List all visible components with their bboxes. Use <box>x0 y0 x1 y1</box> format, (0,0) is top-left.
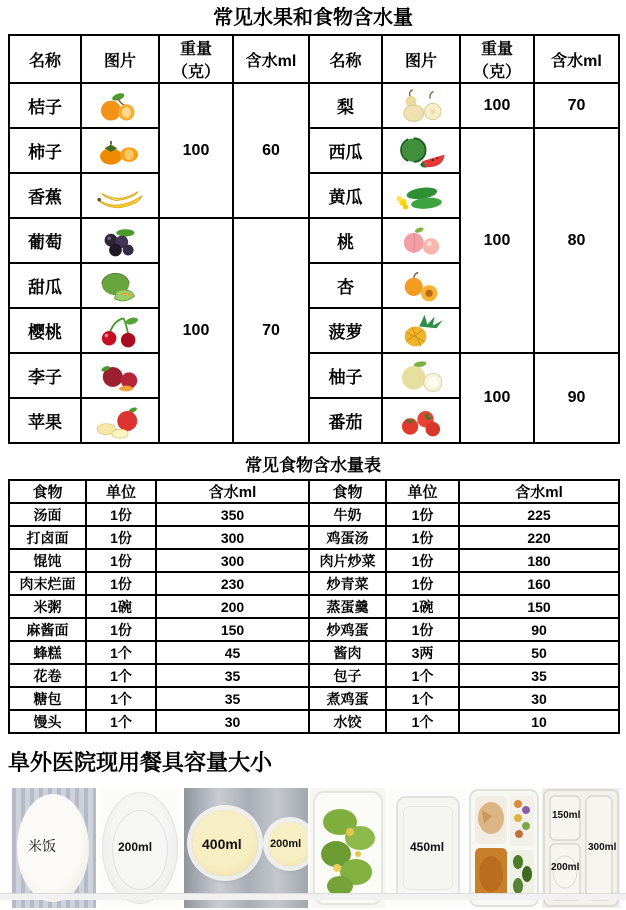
food-name: 炒鸡蛋 <box>309 618 386 641</box>
tray-200ml-label: 200ml <box>551 862 580 873</box>
fruit-name: 葡萄 <box>9 218 81 263</box>
box-450ml-photo <box>390 788 466 908</box>
tangerine-icon <box>83 87 157 125</box>
food-name: 鸡蛋汤 <box>309 526 386 549</box>
tray-300ml-label: 300ml <box>588 842 617 853</box>
food-unit: 1份 <box>86 503 156 526</box>
food-unit: 1份 <box>86 526 156 549</box>
fruit-name: 杏 <box>309 263 382 308</box>
col-header-picture: 图片 <box>382 35 460 83</box>
tableware-photo-strip <box>8 788 618 910</box>
food-name: 酱肉 <box>309 641 386 664</box>
food-unit: 1个 <box>386 710 459 733</box>
food-name: 包子 <box>309 664 386 687</box>
fruit-name: 梨 <box>309 83 382 128</box>
water-value: 80 <box>534 128 619 353</box>
bowl-400ml-label: 400ml <box>202 836 242 852</box>
food-water: 230 <box>156 572 309 595</box>
col-header-name: 名称 <box>9 35 81 83</box>
grape-icon <box>83 222 157 260</box>
vegetable-dish-photo <box>310 788 386 908</box>
horizontal-scrollbar[interactable] <box>0 893 626 900</box>
food-unit: 1个 <box>86 687 156 710</box>
col-header-weight: 重量（克） <box>460 35 534 83</box>
table-header-row <box>9 35 619 83</box>
tray-150ml-label: 150ml <box>552 810 581 821</box>
col-header-food: 食物 <box>309 480 386 503</box>
fruit-name: 樱桃 <box>9 308 81 353</box>
food-water: 160 <box>459 572 619 595</box>
food-name: 打卤面 <box>9 526 86 549</box>
col-header-food: 食物 <box>9 480 86 503</box>
fruit-name: 番茄 <box>309 398 382 443</box>
food-water: 150 <box>156 618 309 641</box>
food-name: 蒸蛋羹 <box>309 595 386 618</box>
banana-icon <box>83 177 157 215</box>
bowl-200ml-photo <box>100 788 180 908</box>
pineapple-icon <box>384 312 458 350</box>
fruit-name: 菠萝 <box>309 308 382 353</box>
food-water: 35 <box>156 664 309 687</box>
food-water: 35 <box>459 664 619 687</box>
weight-value: 100 <box>460 128 534 353</box>
tomato-icon <box>384 402 458 440</box>
food-unit: 1个 <box>86 641 156 664</box>
bowl-200ml-label: 200ml <box>270 838 302 850</box>
food-name: 蜂糕 <box>9 641 86 664</box>
fruit-name: 甜瓜 <box>9 263 81 308</box>
food-unit: 1份 <box>86 618 156 641</box>
food-water: 35 <box>156 687 309 710</box>
peach-icon <box>384 222 458 260</box>
fruit-name: 香蕉 <box>9 173 81 218</box>
food-water: 50 <box>459 641 619 664</box>
apricot-icon <box>384 267 458 305</box>
food-water: 200 <box>156 595 309 618</box>
food-water-table <box>8 479 620 734</box>
food-water: 30 <box>156 710 309 733</box>
food-name: 馄饨 <box>9 549 86 572</box>
food-unit: 1个 <box>386 664 459 687</box>
food-unit: 1份 <box>386 549 459 572</box>
food-unit: 1个 <box>86 710 156 733</box>
table-header-row <box>9 480 619 503</box>
col-header-unit: 单位 <box>386 480 459 503</box>
rice-bowl-photo <box>12 788 96 908</box>
table-row <box>9 503 619 526</box>
food-unit: 3两 <box>386 641 459 664</box>
food-water: 10 <box>459 710 619 733</box>
col-header-water: 含水ml <box>459 480 619 503</box>
col-header-unit: 单位 <box>86 480 156 503</box>
persimmon-icon <box>83 132 157 170</box>
food-name: 麻酱面 <box>9 618 86 641</box>
table-row <box>9 549 619 572</box>
fruit-name: 苹果 <box>9 398 81 443</box>
cucumber-icon <box>384 177 458 215</box>
col-header-water: 含水ml <box>233 35 309 83</box>
table-row <box>9 664 619 687</box>
table-row <box>9 641 619 664</box>
watermelon-icon <box>384 132 458 170</box>
table-row <box>9 526 619 549</box>
table-row <box>9 687 619 710</box>
weight-value: 100 <box>460 353 534 443</box>
food-water: 350 <box>156 503 309 526</box>
empty-tray-photo <box>542 788 620 908</box>
food-water: 150 <box>459 595 619 618</box>
weight-value: 100 <box>159 83 233 218</box>
tableware-section-title: 阜外医院现用餐具容量大小 <box>8 750 273 775</box>
food-unit: 1碗 <box>86 595 156 618</box>
food-water: 300 <box>156 549 309 572</box>
melon-icon <box>83 267 157 305</box>
food-name: 米粥 <box>9 595 86 618</box>
table-row <box>9 595 619 618</box>
weight-value: 100 <box>159 218 233 443</box>
food-water: 45 <box>156 641 309 664</box>
food-name: 馒头 <box>9 710 86 733</box>
food-unit: 1个 <box>386 687 459 710</box>
food-water: 180 <box>459 549 619 572</box>
table-row <box>9 572 619 595</box>
food-name: 水饺 <box>309 710 386 733</box>
food-name: 煮鸡蛋 <box>309 687 386 710</box>
col-header-weight: 重量（克） <box>159 35 233 83</box>
food-water: 225 <box>459 503 619 526</box>
rice-label: 米饭 <box>28 838 56 854</box>
food-unit: 1份 <box>386 572 459 595</box>
food-name: 汤面 <box>9 503 86 526</box>
water-value: 90 <box>534 353 619 443</box>
col-header-water: 含水ml <box>534 35 619 83</box>
fruit-name: 李子 <box>9 353 81 398</box>
bowl-200ml-label: 200ml <box>118 840 153 854</box>
col-header-name: 名称 <box>309 35 382 83</box>
table-row <box>9 128 619 173</box>
water-value: 60 <box>233 83 309 218</box>
table-row <box>9 710 619 733</box>
col-header-water: 含水ml <box>156 480 309 503</box>
water-value: 70 <box>534 83 619 128</box>
food-name: 肉片炒菜 <box>309 549 386 572</box>
fruit-name: 黄瓜 <box>309 173 382 218</box>
food-name: 肉末烂面 <box>9 572 86 595</box>
fruit-name: 柿子 <box>9 128 81 173</box>
pomelo-icon <box>384 357 458 395</box>
food-water: 30 <box>459 687 619 710</box>
fruit-name: 桃 <box>309 218 382 263</box>
food-table-title: 常见食物含水量表 <box>245 456 381 475</box>
box-450ml-label: 450ml <box>410 840 445 854</box>
table-row <box>9 353 619 398</box>
food-unit: 1个 <box>86 664 156 687</box>
food-name: 糖包 <box>9 687 86 710</box>
congee-bowls-photo <box>184 788 308 908</box>
cherry-icon <box>83 312 157 350</box>
pear-icon <box>384 87 458 125</box>
fruit-name: 桔子 <box>9 83 81 128</box>
apple-icon <box>83 402 157 440</box>
plum-icon <box>83 357 157 395</box>
meal-tray-photo <box>468 788 540 908</box>
col-header-picture: 图片 <box>81 35 159 83</box>
fruit-water-table <box>8 34 620 444</box>
table-row <box>9 618 619 641</box>
page-title: 常见水果和食物含水量 <box>213 7 413 29</box>
food-unit: 1碗 <box>386 595 459 618</box>
food-name: 花卷 <box>9 664 86 687</box>
food-water: 90 <box>459 618 619 641</box>
food-name: 牛奶 <box>309 503 386 526</box>
food-name: 炒青菜 <box>309 572 386 595</box>
food-water: 220 <box>459 526 619 549</box>
fruit-name: 西瓜 <box>309 128 382 173</box>
fruit-name: 柚子 <box>309 353 382 398</box>
food-unit: 1份 <box>386 618 459 641</box>
food-unit: 1份 <box>86 572 156 595</box>
food-water: 300 <box>156 526 309 549</box>
food-unit: 1份 <box>86 549 156 572</box>
table-row <box>9 83 619 128</box>
food-unit: 1份 <box>386 526 459 549</box>
water-value: 70 <box>233 218 309 443</box>
weight-value: 100 <box>460 83 534 128</box>
food-unit: 1份 <box>386 503 459 526</box>
